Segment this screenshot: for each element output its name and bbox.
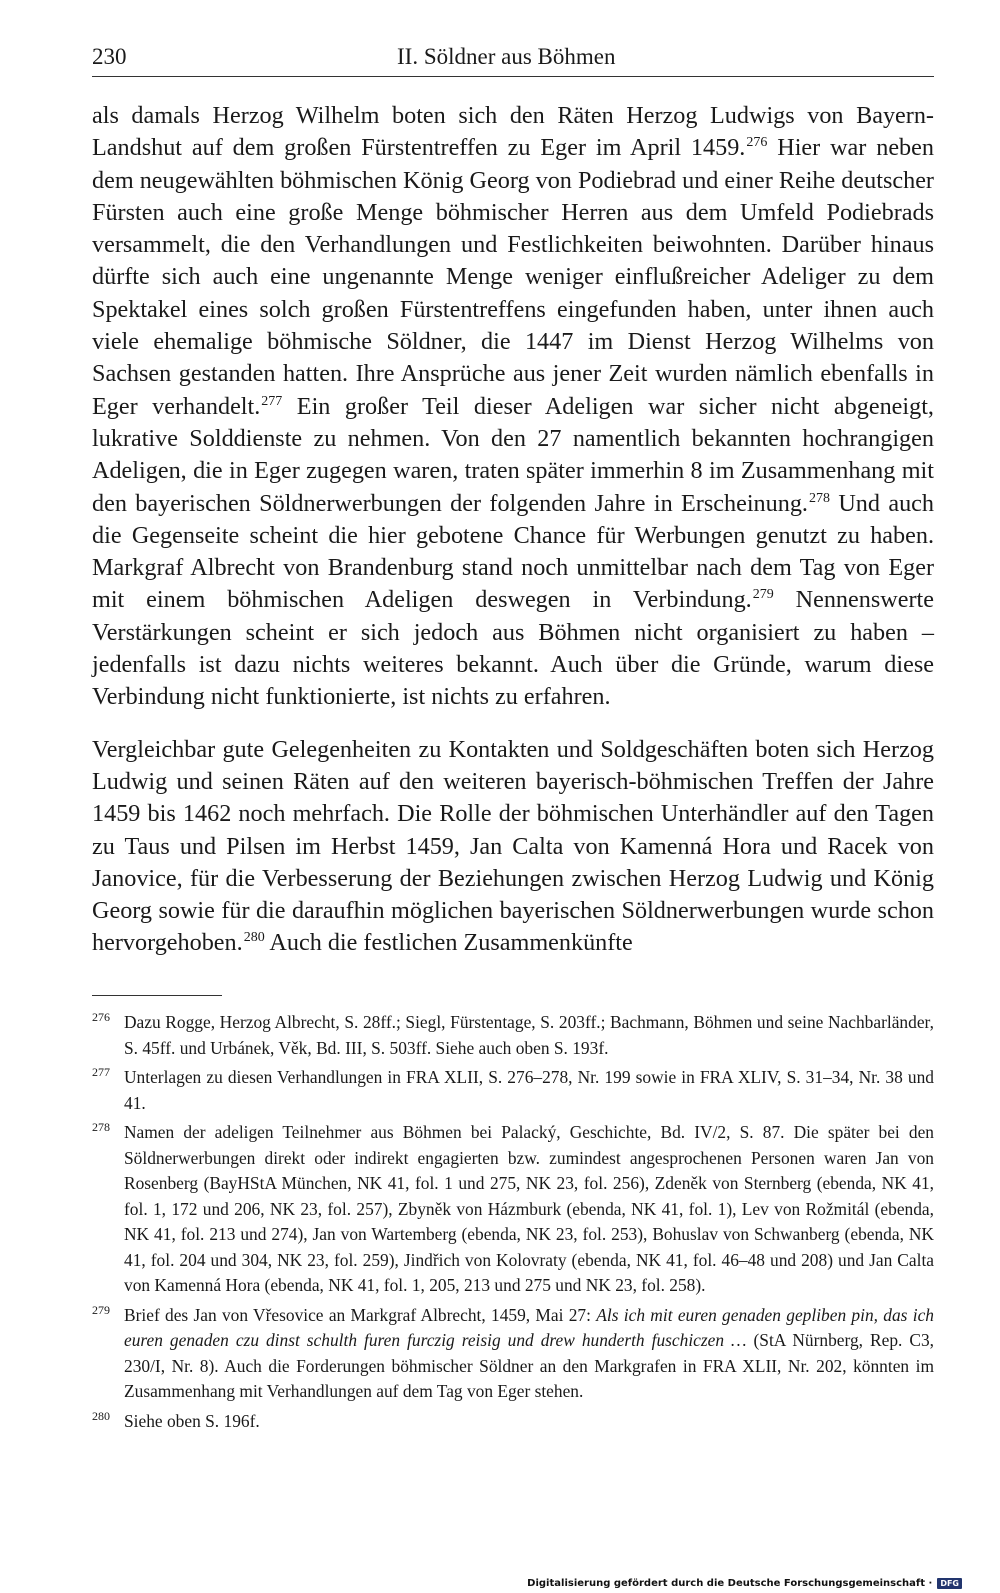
footnote-reference: 276 [746,135,768,151]
footnote-text: Brief des Jan von Vřesovice an Markgraf Albrecht, 1459, Mai 27: [124,1304,597,1325]
text-run: Hier war neben dem neugewählten böhmischen König Georg von Podiebrad und einer Reihe deutscher Fürsten auch eine große Menge böhmischer Herren aus dem Umfeld Podiebrads versammelt, die den Verhandlungen und Festlichkeiten beiwohnten. Darüber hinaus dürfte sich auch eine ungenannte Menge weniger einflußreicher Adeliger zu dem Spektakel eines solch großen Fürstentreffens eingefunden haben, unter ihnen auch viele ehemalige böhmische Söldner, die 1447 im Dienst Herzog Wilhelms von Sachsen gestanden hatten. Ihre Ansprüche aus jener Zeit wurden nämlich ebenfalls in Eger verhandelt. [92,134,934,420]
footnote-number: 276 [92,1010,110,1024]
text-run: Vergleichbar gute Gelegenheiten zu Kontakten und Soldgeschäften boten sich Herzog Ludwig und seinen Räten auf den weiteren bayerisch-böhmischen Treffen der Jahre 1459 bis 1462 noch mehrfach. Die Rolle der böhmischen Unterhändler auf den Tagen zu Taus und Pilsen im Herbst 1459, Jan Calta von Kamenná Hora und Racek von Janovice, für die Verbesserung der Beziehungen zwischen Herzog Ludwig und König Georg sowie für die daraufhin möglichen bayerischen Söldnerwerbungen wurde schon hervorgehoben. [92,735,934,957]
footnote-reference: 278 [808,490,830,506]
footnote-text: Namen der adeligen Teilnehmer aus Böhmen bei Palacký, Geschichte, Bd. IV/2, S. 87. Die später bei den Söldnerwerbungen direkt oder indirekt engagierten bzw. zumindest angesprochenen Personen waren Jan von Rosenberg (BayHStA München, NK 41, fol. 1 und 275, NK 23, fol. 256), Zdeněk von Sternberg (ebenda, NK 41, fol. 1, 172 und 206, NK 23, fol. 257), Zbyněk von Házmburk (ebenda, NK 41, fol. 1), Lev von Rožmitál (ebenda, NK 41, fol. 213 und 274), Jan von Wartemberg (ebenda, NK 23, fol. 253), Bohuslav von Schwanberg (ebenda, NK 41, fol. 204 und 304, NK 23, fol. 259), Jindřich von Kolovraty (ebenda, NK 41, fol. 46–48 und 208) und Jan Calta von Kamenná Hora (ebenda, NK 41, fol. 1, 205, 213 und 275 und NK 23, fol. 258). [124,1122,934,1295]
text-run: Nennenswerte Verstärkungen scheint er sich jedoch aus Böhmen nicht organisiert zu haben – jedenfalls ist dazu nichts weiteres bekannt. Auch über die Gründe, warum diese Verbindung nicht funktionierte, ist nichts zu erfahren. [92,586,934,711]
footnote [92,1010,934,1061]
page-header [92,44,934,77]
footnote [92,1120,934,1299]
credit-text: Digitalisierung gefördert durch die Deutsche Forschungsgemeinschaft · [527,1578,933,1589]
paragraph [92,100,934,714]
text-run: Ein großer Teil dieser Adeligen war sicher nicht abgeneigt, lukrative Solddienste zu nehmen. Von den 27 namentlich bekannten hochrangigen Adeligen, die in Eger zugegen waren, traten später immerhin 8 im Zusammenhang mit den bayerischen Söldnerwerbungen der folgenden Jahre in Erscheinung. [92,392,934,517]
footnote [92,1409,934,1435]
footnote-separator [92,995,222,996]
footnotes [92,1010,934,1438]
footnote-reference: 280 [243,930,265,946]
footnote-reference: 279 [752,587,774,603]
text-run: als damals Herzog Wilhelm boten sich den Räten Herzog Ludwigs von Bayern-Landshut auf dem großen Fürstentreffen zu Eger im April 1459. [92,102,934,162]
paragraph [92,734,934,960]
footnote [92,1065,934,1116]
main-text [92,100,934,960]
footnote-number: 277 [92,1065,110,1079]
footnote-number: 278 [92,1120,110,1134]
dfg-logo: DFG [937,1578,962,1589]
footnote-number: 280 [92,1408,110,1423]
page-number: 230 [92,44,127,69]
footnote-text: Dazu Rogge, Herzog Albrecht, S. 28ff.; Siegl, Fürstentage, S. 203ff.; Bachmann, Böhmen und seine Nachbarländer, S. 45ff. und Urbánek, Věk, Bd. III, S. 503ff. Siehe auch oben S. 193f. [124,1012,934,1058]
footnote [92,1303,934,1405]
footnote-text: (StA Nürnberg, Rep. C3, 230/I, Nr. 8). Auch die Forderungen böhmischer Söldner an den Markgrafen in FRA XLII, Nr. 202, könnten im Zusammenhang mit Verhandlungen auf dem Tag von Eger stehen. [124,1330,934,1401]
footnote-quote: Als ich mit euren genaden gepliben pin, das ich euren genaden czu dinst schulth furen furczig reisig und drew hunderth fuschiczen … [124,1304,934,1350]
footnote-number: 279 [92,1302,110,1317]
footnote-reference: 277 [261,393,283,409]
digitization-credit [527,1578,962,1589]
footnote-text: Unterlagen zu diesen Verhandlungen in FRA XLII, S. 276–278, Nr. 199 sowie in FRA XLIV, S. 31–34, Nr. 38 und 41. [124,1067,934,1113]
footnote-text: Siehe oben S. 196f. [124,1410,260,1431]
text-run: Auch die festlichen Zusammenkünfte [264,929,633,957]
text-run: Und auch die Gegenseite scheint die hier gebotene Chance für Werbungen genutzt zu haben. Markgraf Albrecht von Brandenburg stand noch unmittelbar nach dem Tag von Eger mit einem böhmischen Adeligen deswegen in Verbindung. [92,489,934,614]
running-head: II. Söldner aus Böhmen [397,44,616,69]
